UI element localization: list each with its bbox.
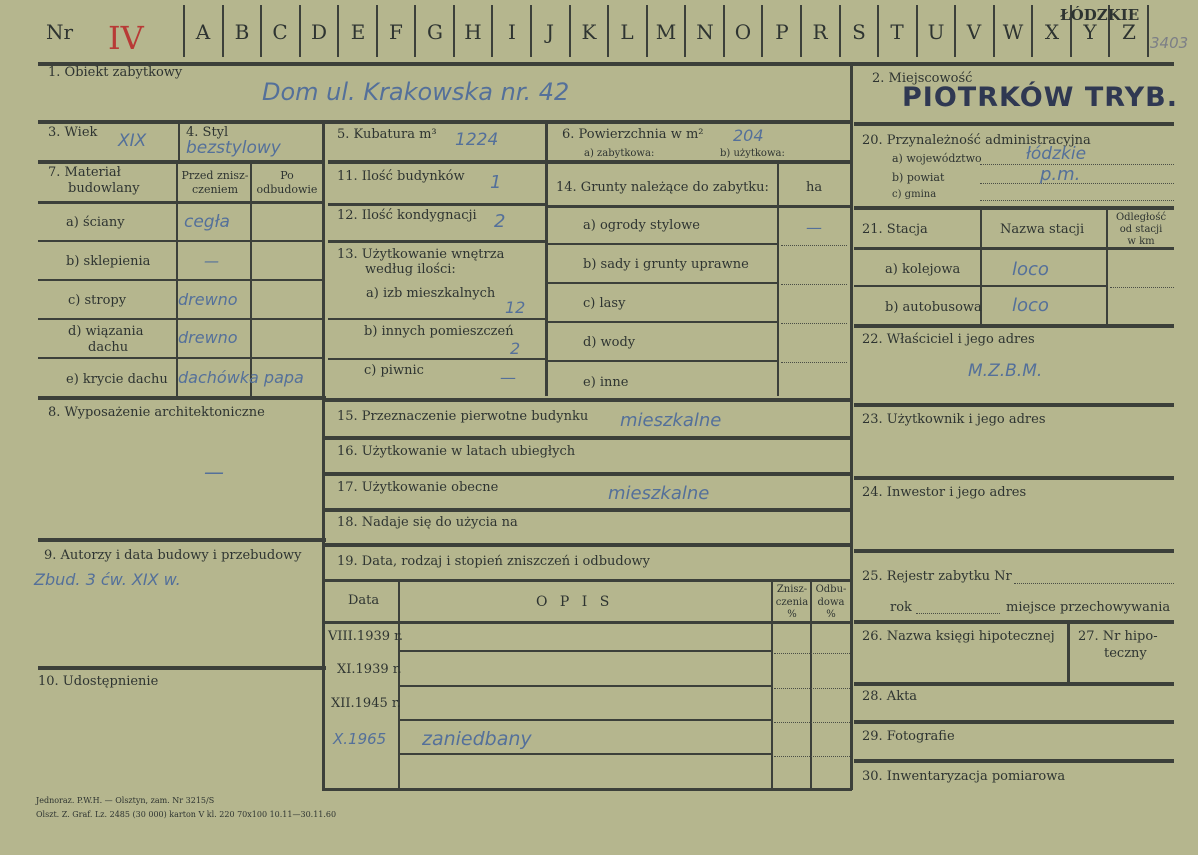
f27-label: 27. Nr hipo- bbox=[1078, 629, 1158, 644]
rule bbox=[322, 543, 852, 547]
rule bbox=[38, 318, 324, 320]
f7-row-label-2: dachu bbox=[88, 340, 129, 355]
index-letter: Y bbox=[1083, 20, 1097, 44]
f7-row-label: d) wiązania bbox=[68, 324, 144, 339]
f15-value: mieszkalne bbox=[620, 410, 722, 431]
f7-row-value: — bbox=[204, 252, 219, 270]
rule bbox=[322, 398, 852, 402]
letter-divider bbox=[299, 5, 301, 57]
f7-col-before: Przed znisz- bbox=[181, 169, 249, 182]
index-letter: M bbox=[655, 20, 677, 44]
divider bbox=[1106, 210, 1108, 326]
index-letter: C bbox=[272, 20, 288, 44]
index-letter: Z bbox=[1122, 20, 1136, 44]
f21-col-dist: Odległość bbox=[1115, 212, 1167, 223]
corner-number: 3403 bbox=[1150, 34, 1189, 52]
rule bbox=[400, 753, 772, 755]
rule bbox=[548, 205, 850, 208]
f14-row-value: — bbox=[806, 218, 822, 237]
f12-value: 2 bbox=[494, 211, 506, 232]
f1-value: Dom ul. Krakowska nr. 42 bbox=[262, 78, 570, 106]
f4-value: bezstylowy bbox=[186, 138, 281, 158]
rule bbox=[38, 357, 324, 359]
rule bbox=[400, 719, 772, 721]
f11-label: 11. Ilość budynków bbox=[337, 169, 465, 184]
f7-row-value: dachówka papa bbox=[178, 368, 304, 387]
f13-label-2: według ilości: bbox=[365, 262, 456, 277]
letter-divider bbox=[684, 5, 686, 57]
f19-col-zn-3: % bbox=[787, 609, 797, 620]
f20-b-label: b) powiat bbox=[892, 171, 945, 184]
f1-label: 1. Obiekt zabytkowy bbox=[48, 65, 183, 80]
f13-a-value: 12 bbox=[505, 298, 526, 317]
letter-divider bbox=[491, 5, 493, 57]
dotted-line bbox=[781, 362, 847, 363]
dotted-line bbox=[916, 613, 1000, 614]
f21-b-label: b) autobusowa bbox=[885, 300, 982, 315]
letter-divider bbox=[260, 5, 262, 57]
f19-col-zn: Znisz- bbox=[776, 584, 808, 595]
f15-label: 15. Przeznaczenie pierwotne budynku bbox=[337, 409, 589, 424]
rule bbox=[38, 538, 326, 542]
f6-label: 6. Powierzchnia w m² bbox=[562, 127, 704, 142]
column-border bbox=[850, 62, 853, 790]
f19-col-od-2: dowa bbox=[817, 597, 845, 608]
f20-a-value: łódzkie bbox=[1026, 144, 1087, 164]
index-letter: G bbox=[427, 20, 443, 44]
f21-col-name: Nazwa stacji bbox=[1000, 222, 1085, 237]
f14-row-label: a) ogrody stylowe bbox=[583, 218, 700, 233]
f10-label: 10. Udostępnienie bbox=[38, 674, 159, 689]
index-letter: I bbox=[508, 20, 516, 44]
f17-value: mieszkalne bbox=[608, 483, 710, 504]
letter-divider bbox=[800, 5, 802, 57]
letter-divider bbox=[916, 5, 918, 57]
index-letter: S bbox=[852, 20, 866, 44]
nr-value: IV bbox=[108, 19, 144, 57]
f21-a-value: loco bbox=[1012, 259, 1049, 280]
index-letter: A bbox=[195, 20, 211, 44]
column-border bbox=[545, 124, 548, 396]
f7-label: 7. Materiał bbox=[48, 165, 121, 180]
rule bbox=[854, 759, 1174, 763]
f25-rok-label: rok bbox=[890, 600, 912, 615]
index-letter: W bbox=[1002, 20, 1024, 44]
letter-divider bbox=[414, 5, 416, 57]
rule bbox=[854, 403, 1174, 407]
f21-a-label: a) kolejowa bbox=[885, 262, 961, 277]
letter-divider bbox=[183, 5, 185, 57]
f22-value: M.Z.B.M. bbox=[968, 361, 1043, 381]
f20-c-label: c) gmina bbox=[892, 189, 937, 200]
letter-divider bbox=[839, 5, 841, 57]
rule bbox=[854, 476, 1174, 480]
letter-divider bbox=[376, 5, 378, 57]
letter-divider bbox=[607, 5, 609, 57]
letter-divider bbox=[723, 5, 725, 57]
f26-label: 26. Nazwa księgi hipotecznej bbox=[862, 629, 1055, 644]
letter-divider bbox=[530, 5, 532, 57]
rule bbox=[854, 324, 1174, 328]
f14-label: 14. Grunty należące do zabytku: bbox=[556, 180, 769, 195]
f21-label: 21. Stacja bbox=[862, 222, 928, 237]
rule bbox=[854, 247, 1174, 250]
divider bbox=[810, 582, 812, 790]
letter-divider bbox=[954, 5, 956, 57]
rule bbox=[400, 685, 772, 687]
f23-label: 23. Użytkownik i jego adres bbox=[862, 412, 1046, 427]
dotted-line bbox=[774, 756, 850, 757]
f19-row-date: X.1965 bbox=[333, 730, 387, 748]
f21-col-dist-3: w km bbox=[1127, 236, 1155, 247]
rule bbox=[328, 240, 546, 243]
f19-col-od: Odbu- bbox=[815, 584, 847, 595]
f7-row-value: drewno bbox=[178, 290, 238, 309]
rule bbox=[328, 160, 850, 164]
dotted-line bbox=[774, 722, 850, 723]
letter-divider bbox=[337, 5, 339, 57]
rule bbox=[548, 321, 778, 323]
f20-b-value: p.m. bbox=[1040, 164, 1081, 185]
letter-divider bbox=[222, 5, 224, 57]
f2-label: 2. Miejscowość bbox=[872, 71, 973, 86]
f21-col-dist-2: od stacji bbox=[1119, 224, 1163, 235]
rule bbox=[38, 666, 326, 670]
rule bbox=[38, 240, 324, 242]
f14-row-label: c) lasy bbox=[583, 296, 626, 311]
f13-label: 13. Użytkowanie wnętrza bbox=[337, 247, 505, 262]
rule bbox=[328, 203, 546, 206]
f29-label: 29. Fotografie bbox=[862, 729, 955, 744]
f5-value: 1224 bbox=[455, 130, 499, 150]
f19-col-date: Data bbox=[348, 593, 380, 608]
f20-a-label: a) województwo bbox=[892, 152, 982, 165]
f7-row-label: c) stropy bbox=[68, 293, 127, 308]
f4-label: 4. Styl bbox=[186, 125, 229, 140]
header-rule bbox=[38, 62, 1174, 66]
f19-col-desc: O P I S bbox=[536, 594, 614, 610]
f14-row-label: d) wody bbox=[583, 335, 636, 350]
index-letter: T bbox=[890, 20, 904, 44]
rule bbox=[854, 206, 1174, 210]
rule bbox=[400, 650, 772, 652]
f7-row-value: cegła bbox=[184, 212, 230, 232]
index-letter: D bbox=[310, 20, 328, 44]
dotted-line bbox=[980, 200, 1174, 201]
letter-divider bbox=[646, 5, 648, 57]
nr-label: Nr bbox=[46, 20, 74, 44]
f24-label: 24. Inwestor i jego adres bbox=[862, 485, 1027, 500]
f7-row-label: e) krycie dachu bbox=[66, 372, 168, 387]
f11-value: 1 bbox=[490, 172, 502, 193]
f3-label: 3. Wiek bbox=[48, 125, 98, 140]
rule bbox=[38, 120, 850, 124]
f13-c-value: — bbox=[500, 368, 516, 387]
index-letter: B bbox=[234, 20, 250, 44]
rule bbox=[548, 360, 778, 362]
letter-divider bbox=[877, 5, 879, 57]
f19-col-zn-2: czenia bbox=[775, 597, 809, 608]
f25-miejsce-label: miejsce przechowywania bbox=[1006, 600, 1171, 615]
f9-label: 9. Autorzy i data budowy i przebudowy bbox=[44, 548, 302, 563]
dotted-line bbox=[781, 245, 847, 246]
rule bbox=[854, 122, 1174, 126]
rule bbox=[854, 620, 1174, 624]
rule bbox=[322, 508, 852, 512]
letter-divider bbox=[453, 5, 455, 57]
f7-row-label: b) sklepienia bbox=[66, 254, 151, 269]
f30-label: 30. Inwentaryzacja pomiarowa bbox=[862, 769, 1066, 784]
f14-unit: ha bbox=[806, 180, 823, 195]
rule bbox=[854, 720, 1174, 724]
index-letter: L bbox=[620, 20, 634, 44]
f19-row-date: XII.1945 r. bbox=[331, 696, 401, 711]
rule bbox=[38, 396, 326, 400]
column-border bbox=[322, 122, 325, 790]
f19-row-date: XI.1939 r. bbox=[337, 662, 402, 677]
index-letter: X bbox=[1044, 20, 1060, 44]
f7-row-label: a) ściany bbox=[66, 215, 125, 230]
footer-line-1: Jednoraz. P.W.H. — Olsztyn, zam. Nr 3215/S bbox=[36, 796, 215, 805]
rule bbox=[322, 472, 852, 476]
rule bbox=[322, 436, 852, 440]
rule bbox=[548, 282, 778, 284]
f21-b-value: loco bbox=[1012, 295, 1049, 316]
rule bbox=[322, 788, 852, 791]
index-letter: P bbox=[775, 20, 789, 44]
f19-row-date: VIII.1939 r. bbox=[328, 629, 404, 644]
f13-a-label: a) izb mieszkalnych bbox=[366, 286, 496, 301]
letter-divider bbox=[993, 5, 995, 57]
f28-label: 28. Akta bbox=[862, 689, 918, 704]
f6-sub-b: b) użytkowa: bbox=[720, 148, 785, 159]
f13-b-label: b) innych pomieszczeń bbox=[364, 324, 514, 339]
index-letter: R bbox=[812, 20, 828, 44]
f22-label: 22. Właściciel i jego adres bbox=[862, 332, 1035, 347]
letter-divider bbox=[1147, 5, 1149, 57]
f8-value: — bbox=[204, 460, 224, 484]
rule bbox=[854, 549, 1174, 553]
letter-divider bbox=[1031, 5, 1033, 57]
index-letter: N bbox=[696, 20, 714, 44]
letter-divider bbox=[569, 5, 571, 57]
f19-label: 19. Data, rodzaj i stopień zniszczeń i odbudowy bbox=[337, 554, 651, 569]
rule bbox=[854, 285, 1108, 287]
f5-label: 5. Kubatura m³ bbox=[337, 127, 437, 142]
dotted-line bbox=[774, 653, 850, 654]
rule bbox=[38, 160, 324, 164]
f18-label: 18. Nadaje się do użycia na bbox=[337, 515, 518, 530]
footer-line-2: Olszt. Z. Graf. Lz. 2485 (30 000) karton V kl. 220 70x100 10.11—30.11.60 bbox=[36, 810, 337, 819]
divider bbox=[1067, 624, 1070, 684]
f16-label: 16. Użytkowanie w latach ubiegłych bbox=[337, 444, 576, 459]
f14-row-label: e) inne bbox=[583, 375, 629, 390]
index-letter: K bbox=[581, 20, 597, 44]
rule bbox=[548, 243, 778, 245]
region-stamp: ŁÓDZKIE bbox=[1060, 6, 1140, 24]
f6-sub-a: a) zabytkowa: bbox=[584, 148, 655, 159]
dotted-line bbox=[1014, 583, 1174, 584]
f7-row-value: drewno bbox=[178, 328, 238, 347]
rule bbox=[328, 358, 546, 360]
index-letter: V bbox=[966, 20, 982, 44]
f7-label-2: budowlany bbox=[68, 181, 140, 196]
f7-col-before-2: czeniem bbox=[191, 183, 238, 196]
f13-c-label: c) piwnic bbox=[364, 363, 424, 378]
index-letter: F bbox=[389, 20, 403, 44]
f8-label: 8. Wyposażenie architektoniczne bbox=[48, 405, 265, 420]
index-letter: O bbox=[734, 20, 752, 44]
f9-value: Zbud. 3 ćw. XIX w. bbox=[34, 570, 181, 589]
rule bbox=[328, 318, 546, 320]
dotted-line bbox=[781, 323, 847, 324]
f3-value: XIX bbox=[118, 131, 147, 151]
f6-value: 204 bbox=[733, 126, 764, 145]
rule bbox=[38, 279, 324, 281]
index-letter: H bbox=[464, 20, 482, 44]
f25-label: 25. Rejestr zabytku Nr bbox=[862, 569, 1012, 584]
dotted-line bbox=[781, 284, 847, 285]
index-letter: U bbox=[927, 20, 945, 44]
dotted-line bbox=[1110, 287, 1174, 288]
f19-col-od-3: % bbox=[826, 609, 836, 620]
f20-label: 20. Przynależność administracyjna bbox=[862, 133, 1091, 148]
rule bbox=[854, 682, 1174, 686]
f12-label: 12. Ilość kondygnacji bbox=[337, 208, 477, 223]
divider bbox=[178, 124, 180, 160]
f27-label-2: teczny bbox=[1104, 646, 1147, 661]
index-letter: E bbox=[350, 20, 366, 44]
letter-divider bbox=[761, 5, 763, 57]
f7-col-after-2: odbudowie bbox=[256, 183, 318, 196]
f2-value: PIOTRKÓW TRYB. bbox=[902, 82, 1178, 113]
f14-row-label: b) sady i grunty uprawne bbox=[583, 257, 749, 272]
f13-b-value: 2 bbox=[510, 339, 521, 358]
f17-label: 17. Użytkowanie obecne bbox=[337, 480, 499, 495]
f7-col-after: Po bbox=[280, 169, 294, 182]
index-letter: J bbox=[545, 20, 555, 44]
f19-row-desc: zaniedbany bbox=[422, 728, 532, 750]
dotted-line bbox=[774, 688, 850, 689]
rule bbox=[38, 201, 324, 204]
